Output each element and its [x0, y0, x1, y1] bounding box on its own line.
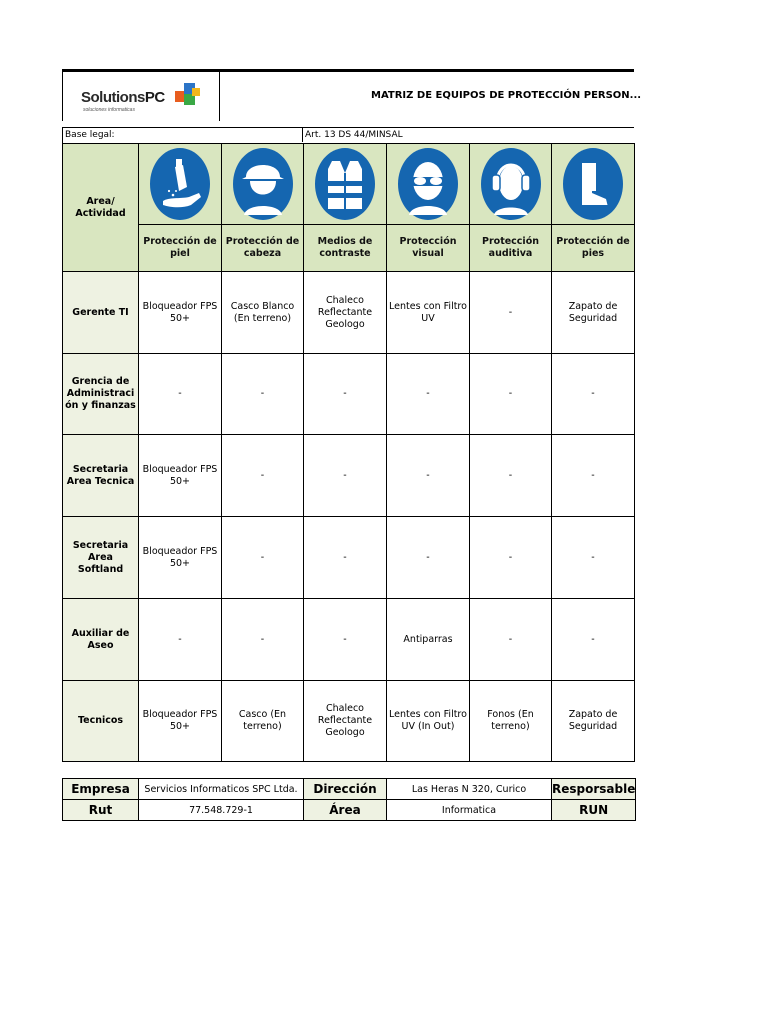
logo-squares-icon [175, 83, 201, 109]
column-header-feet: Protección de pies [552, 225, 635, 272]
skin-protection-icon-cell [139, 144, 222, 225]
area-label: Área [304, 800, 387, 821]
ear-protection-icon-cell [470, 144, 552, 225]
table-row [63, 354, 635, 435]
row-area-label: Gerente TI [63, 272, 139, 354]
table-cell: Casco Blanco (En terreno) [222, 272, 304, 354]
base-legal-label: Base legal: [65, 130, 115, 140]
direccion-value: Las Heras N 320, Curico [387, 779, 552, 800]
responsable-label: Resporsable [552, 779, 636, 800]
table-cell: - [304, 517, 387, 599]
column-header-contrast: Medios de contraste [304, 225, 387, 272]
table-cell: Bloqueador FPS 50+ [139, 681, 222, 762]
ear-protection-icon [480, 147, 542, 221]
eye-protection-icon [397, 147, 459, 221]
column-header-visual: Protección visual [387, 225, 470, 272]
table-cell: - [139, 599, 222, 681]
table-cell: Antiparras [387, 599, 470, 681]
table-row [63, 517, 635, 599]
table-cell: - [304, 435, 387, 517]
skin-protection-icon [149, 147, 211, 221]
base-legal-value: Art. 13 DS 44/MINSAL [302, 128, 403, 142]
ppe-matrix-table [62, 143, 635, 762]
table-cell: - [552, 354, 635, 435]
rut-value: 77.548.729-1 [139, 800, 304, 821]
table-cell: Fonos (En terreno) [470, 681, 552, 762]
table-cell: - [552, 435, 635, 517]
table-row [63, 435, 635, 517]
empresa-value: Servicios Informaticos SPC Ltda. [139, 779, 304, 800]
document-title: MATRIZ DE EQUIPOS DE PROTECCIÓN PERSON... [371, 90, 642, 101]
head-protection-icon-cell [222, 144, 304, 225]
rut-label: Rut [63, 800, 139, 821]
column-header-head: Protección de cabeza [222, 225, 304, 272]
foot-protection-icon [562, 147, 624, 221]
head-protection-icon [232, 147, 294, 221]
direccion-label: Dirección [304, 779, 387, 800]
table-cell: - [470, 599, 552, 681]
table-cell: - [470, 517, 552, 599]
table-cell: Bloqueador FPS 50+ [139, 272, 222, 354]
table-cell: Lentes con Filtro UV [387, 272, 470, 354]
area-activity-header: Area/ Actividad [63, 144, 139, 272]
row-area-label: Tecnicos [63, 681, 139, 762]
table-cell: Bloqueador FPS 50+ [139, 517, 222, 599]
run-label: RUN [552, 800, 636, 821]
table-cell: Chaleco Reflectante Geologo [304, 681, 387, 762]
table-cell: - [304, 354, 387, 435]
table-cell: - [552, 517, 635, 599]
high-visibility-vest-icon-cell [304, 144, 387, 225]
table-cell: - [304, 599, 387, 681]
eye-protection-icon-cell [387, 144, 470, 225]
table-cell: Chaleco Reflectante Geologo [304, 272, 387, 354]
table-row [63, 681, 635, 762]
table-cell: Lentes con Filtro UV (In Out) [387, 681, 470, 762]
table-cell: - [222, 517, 304, 599]
table-cell: - [387, 517, 470, 599]
table-cell: - [222, 599, 304, 681]
base-legal-row [62, 127, 634, 143]
row-area-label: Secretaria Area Softland [63, 517, 139, 599]
high-visibility-vest-icon [314, 147, 376, 221]
area-value: Informatica [387, 800, 552, 821]
document-header [62, 69, 642, 121]
table-row [63, 599, 635, 681]
company-logo [63, 72, 220, 121]
column-header-hearing: Protección auditiva [470, 225, 552, 272]
row-area-label: Auxiliar de Aseo [63, 599, 139, 681]
table-cell: - [470, 272, 552, 354]
table-cell: Casco (En terreno) [222, 681, 304, 762]
table-cell: - [470, 435, 552, 517]
column-header-skin: Protección de piel [139, 225, 222, 272]
table-cell: - [222, 435, 304, 517]
table-cell: - [139, 354, 222, 435]
table-cell: - [552, 599, 635, 681]
table-cell: Zapato de Seguridad [552, 272, 635, 354]
table-cell: - [222, 354, 304, 435]
empresa-label: Empresa [63, 779, 139, 800]
table-cell: Bloqueador FPS 50+ [139, 435, 222, 517]
logo-subtitle: soluciones informaticas [83, 107, 135, 113]
table-cell: Zapato de Seguridad [552, 681, 635, 762]
row-area-label: Secretaria Area Tecnica [63, 435, 139, 517]
table-row [63, 272, 635, 354]
table-cell: - [387, 435, 470, 517]
foot-protection-icon-cell [552, 144, 635, 225]
table-cell: - [470, 354, 552, 435]
company-info-table [62, 778, 636, 821]
logo-wordmark: SolutionsPC [81, 89, 165, 106]
row-area-label: Grencia de Administraci ón y finanzas [63, 354, 139, 435]
table-cell: - [387, 354, 470, 435]
